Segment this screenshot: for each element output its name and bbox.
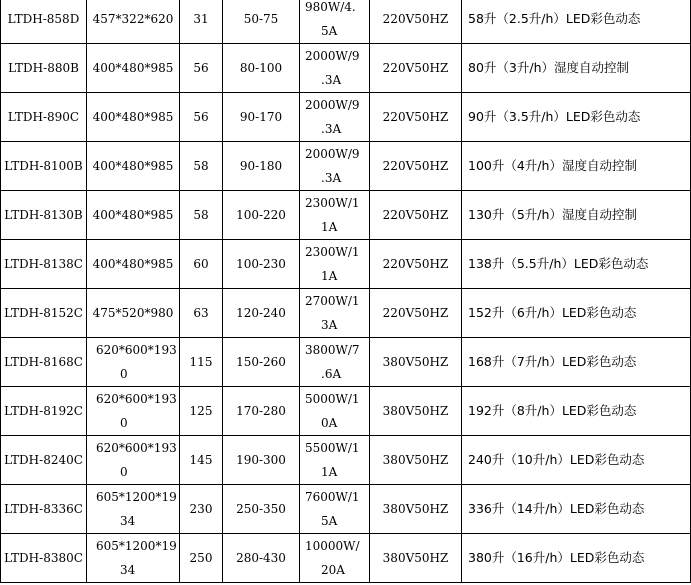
size-cell-line: 0: [120, 465, 128, 479]
weight-cell-text: 58: [193, 208, 209, 222]
model-cell: [1, 240, 87, 289]
voltage-cell-text: 380V50HZ: [382, 453, 449, 467]
power-cell: [300, 0, 370, 44]
weight-cell: [180, 485, 223, 534]
feature-cell-text: 90升（3.5升/h）LED彩色动态: [468, 109, 641, 124]
power-cell-line: 2000W/9: [305, 147, 360, 161]
voltage-cell-text: 220V50HZ: [382, 61, 449, 75]
model-cell-text: LTDH-8336C: [4, 502, 83, 516]
voltage-cell-text: 220V50HZ: [382, 159, 449, 173]
model-cell: [1, 436, 87, 485]
weight-cell-text: 31: [193, 12, 209, 26]
model-cell: [1, 485, 87, 534]
feature-cell-text: 138升（5.5升/h）LED彩色动态: [468, 256, 649, 271]
size-cell: [87, 240, 180, 289]
size-cell-text: 400*480*985: [92, 110, 174, 124]
size-cell-text: 400*480*985: [92, 257, 174, 271]
area-cell: [223, 191, 300, 240]
voltage-cell: [370, 240, 462, 289]
area-cell: [223, 240, 300, 289]
size-cell-text: 457*322*620: [92, 12, 174, 26]
model-cell: [1, 0, 87, 44]
power-cell-line: 1A: [321, 269, 338, 283]
feature-cell-text: 336升（14升/h）LED彩色动态: [468, 501, 645, 516]
voltage-cell: [370, 142, 462, 191]
feature-cell-text: 192升（8升/h）LED彩色动态: [468, 403, 637, 418]
power-cell: [300, 44, 370, 93]
feature-cell-text: 240升（10升/h）LED彩色动态: [468, 452, 645, 467]
size-cell: [87, 289, 180, 338]
feature-cell: [462, 142, 691, 191]
model-cell-text: LTDH-8168C: [4, 355, 83, 369]
area-cell-text: 90-170: [239, 110, 283, 124]
weight-cell: [180, 44, 223, 93]
voltage-cell-text: 220V50HZ: [382, 306, 449, 320]
feature-cell-text: 58升（2.5升/h）LED彩色动态: [468, 11, 641, 26]
power-cell-line: 1A: [321, 465, 338, 479]
feature-cell: [462, 44, 691, 93]
table-row: [1, 44, 691, 93]
weight-cell: [180, 436, 223, 485]
size-cell: [87, 338, 180, 387]
model-cell: [1, 289, 87, 338]
table-row: [1, 191, 691, 240]
voltage-cell-text: 380V50HZ: [382, 502, 449, 516]
table-row: [1, 289, 691, 338]
feature-cell-text: 100升（4升/h）湿度自动控制: [468, 158, 637, 173]
size-cell-line: 620*600*193: [96, 343, 177, 357]
model-cell-text: LTDH-858D: [7, 12, 80, 26]
power-cell-line: .3A: [321, 122, 342, 136]
area-cell-text: 280-430: [236, 551, 286, 565]
model-cell: [1, 142, 87, 191]
area-cell-text: 120-240: [236, 306, 286, 320]
weight-cell-text: 250: [189, 551, 213, 565]
area-cell: [223, 338, 300, 387]
area-cell-text: 150-260: [236, 355, 286, 369]
voltage-cell: [370, 534, 462, 583]
power-cell-line: .6A: [321, 367, 342, 381]
voltage-cell-text: 220V50HZ: [382, 110, 449, 124]
size-cell: [87, 142, 180, 191]
area-cell-text: 100-220: [236, 208, 286, 222]
area-cell: [223, 485, 300, 534]
power-cell-line: 2000W/9: [305, 49, 360, 63]
feature-cell: [462, 534, 691, 583]
table-row: [1, 93, 691, 142]
size-cell-text: 475*520*980: [92, 306, 174, 320]
power-cell-line: .3A: [321, 171, 342, 185]
voltage-cell: [370, 93, 462, 142]
feature-cell: [462, 485, 691, 534]
feature-cell: [462, 387, 691, 436]
power-cell-line: 2300W/1: [305, 245, 360, 259]
area-cell-text: 50-75: [243, 12, 279, 26]
voltage-cell-text: 380V50HZ: [382, 355, 449, 369]
area-cell: [223, 534, 300, 583]
feature-cell: [462, 93, 691, 142]
table-row: [1, 436, 691, 485]
model-cell-text: LTDH-8380C: [4, 551, 83, 565]
size-cell: [87, 93, 180, 142]
size-cell-line: 605*1200*19: [96, 490, 177, 504]
model-cell-text: LTDH-8138C: [4, 257, 83, 271]
weight-cell: [180, 93, 223, 142]
voltage-cell: [370, 289, 462, 338]
weight-cell: [180, 142, 223, 191]
area-cell-text: 170-280: [236, 404, 286, 418]
weight-cell-text: 56: [193, 110, 209, 124]
voltage-cell-text: 220V50HZ: [382, 257, 449, 271]
size-cell-text: 400*480*985: [92, 61, 174, 75]
model-cell: [1, 338, 87, 387]
table-row: [1, 534, 691, 583]
area-cell-text: 190-300: [236, 453, 286, 467]
weight-cell: [180, 191, 223, 240]
model-cell: [1, 191, 87, 240]
voltage-cell: [370, 436, 462, 485]
voltage-cell: [370, 0, 462, 44]
voltage-cell: [370, 387, 462, 436]
size-cell: [87, 436, 180, 485]
power-cell-line: 2000W/9: [305, 98, 360, 112]
weight-cell-text: 125: [189, 404, 213, 418]
size-cell-text: 400*480*985: [92, 208, 174, 222]
area-cell: [223, 93, 300, 142]
area-cell-text: 100-230: [236, 257, 286, 271]
power-cell: [300, 191, 370, 240]
area-cell-text: 90-180: [239, 159, 283, 173]
weight-cell-text: 230: [189, 502, 213, 516]
feature-cell-text: 152升（6升/h）LED彩色动态: [468, 305, 637, 320]
size-cell: [87, 191, 180, 240]
power-cell: [300, 142, 370, 191]
size-cell-line: 0: [120, 367, 128, 381]
size-cell: [87, 44, 180, 93]
model-cell-text: LTDH-8152C: [4, 306, 83, 320]
size-cell: [87, 0, 180, 44]
model-cell: [1, 534, 87, 583]
model-cell: [1, 93, 87, 142]
voltage-cell-text: 380V50HZ: [382, 551, 449, 565]
table-row: [1, 387, 691, 436]
power-cell-line: 10000W/: [305, 539, 360, 553]
weight-cell: [180, 338, 223, 387]
area-cell: [223, 44, 300, 93]
power-cell: [300, 436, 370, 485]
size-cell-line: 34: [120, 514, 136, 528]
size-cell: [87, 534, 180, 583]
voltage-cell: [370, 485, 462, 534]
weight-cell-text: 58: [193, 159, 209, 173]
power-cell-line: 2700W/1: [305, 294, 360, 308]
power-cell-line: 20A: [321, 563, 345, 577]
power-cell: [300, 289, 370, 338]
size-cell-line: 34: [120, 563, 136, 577]
power-cell-line: 5A: [321, 24, 338, 38]
weight-cell: [180, 289, 223, 338]
power-cell-line: 2300W/1: [305, 196, 360, 210]
size-cell-line: 0: [120, 416, 128, 430]
table-row: [1, 338, 691, 387]
power-cell-line: 5A: [321, 514, 338, 528]
weight-cell-text: 60: [193, 257, 209, 271]
voltage-cell: [370, 191, 462, 240]
power-cell-line: 1A: [321, 220, 338, 234]
weight-cell-text: 145: [189, 453, 213, 467]
weight-cell: [180, 534, 223, 583]
power-cell: [300, 485, 370, 534]
table-row: [1, 485, 691, 534]
area-cell-text: 250-350: [236, 502, 286, 516]
feature-cell-text: 380升（16升/h）LED彩色动态: [468, 550, 645, 565]
power-cell-line: 7600W/1: [305, 490, 360, 504]
power-cell-line: 3A: [321, 318, 338, 332]
power-cell-line: 5500W/1: [305, 441, 360, 455]
power-cell-line: 5000W/1: [305, 392, 360, 406]
voltage-cell-text: 220V50HZ: [382, 208, 449, 222]
weight-cell-text: 63: [193, 306, 209, 320]
weight-cell: [180, 240, 223, 289]
size-cell-text: 400*480*985: [92, 159, 174, 173]
table-row: [1, 142, 691, 191]
feature-cell: [462, 338, 691, 387]
power-cell-line: 3800W/7: [305, 343, 360, 357]
voltage-cell: [370, 338, 462, 387]
weight-cell: [180, 387, 223, 436]
area-cell: [223, 142, 300, 191]
feature-cell-text: 168升（7升/h）LED彩色动态: [468, 354, 637, 369]
feature-cell: [462, 240, 691, 289]
feature-cell-text: 80升（3升/h）湿度自动控制: [468, 60, 629, 75]
size-cell-line: 620*600*193: [96, 392, 177, 406]
weight-cell: [180, 0, 223, 44]
table-row: [1, 240, 691, 289]
feature-cell: [462, 0, 691, 44]
power-cell-line: 980W/4.: [305, 0, 356, 14]
area-cell: [223, 387, 300, 436]
area-cell-text: 80-100: [239, 61, 283, 75]
size-cell: [87, 485, 180, 534]
power-cell: [300, 534, 370, 583]
power-cell-line: .3A: [321, 73, 342, 87]
size-cell: [87, 387, 180, 436]
model-cell-text: LTDH-890C: [7, 110, 80, 124]
power-cell: [300, 338, 370, 387]
size-cell-line: 620*600*193: [96, 441, 177, 455]
voltage-cell-text: 220V50HZ: [382, 12, 449, 26]
weight-cell-text: 56: [193, 61, 209, 75]
model-cell: [1, 44, 87, 93]
model-cell-text: LTDH-880B: [8, 61, 79, 75]
area-cell: [223, 0, 300, 44]
feature-cell: [462, 436, 691, 485]
area-cell: [223, 289, 300, 338]
model-cell-text: LTDH-8130B: [4, 208, 83, 222]
model-cell-text: LTDH-8100B: [4, 159, 83, 173]
model-cell-text: LTDH-8192C: [4, 404, 83, 418]
model-cell-text: LTDH-8240C: [4, 453, 83, 467]
area-cell: [223, 436, 300, 485]
power-cell: [300, 240, 370, 289]
feature-cell: [462, 289, 691, 338]
weight-cell-text: 115: [189, 355, 213, 369]
size-cell-line: 605*1200*19: [96, 539, 177, 553]
power-cell: [300, 387, 370, 436]
table-row: [1, 0, 691, 44]
power-cell-line: 0A: [321, 416, 338, 430]
model-cell: [1, 387, 87, 436]
voltage-cell: [370, 44, 462, 93]
feature-cell: [462, 191, 691, 240]
power-cell: [300, 93, 370, 142]
feature-cell-text: 130升（5升/h）湿度自动控制: [468, 207, 637, 222]
voltage-cell-text: 380V50HZ: [382, 404, 449, 418]
spec-table-body: [1, 0, 691, 583]
